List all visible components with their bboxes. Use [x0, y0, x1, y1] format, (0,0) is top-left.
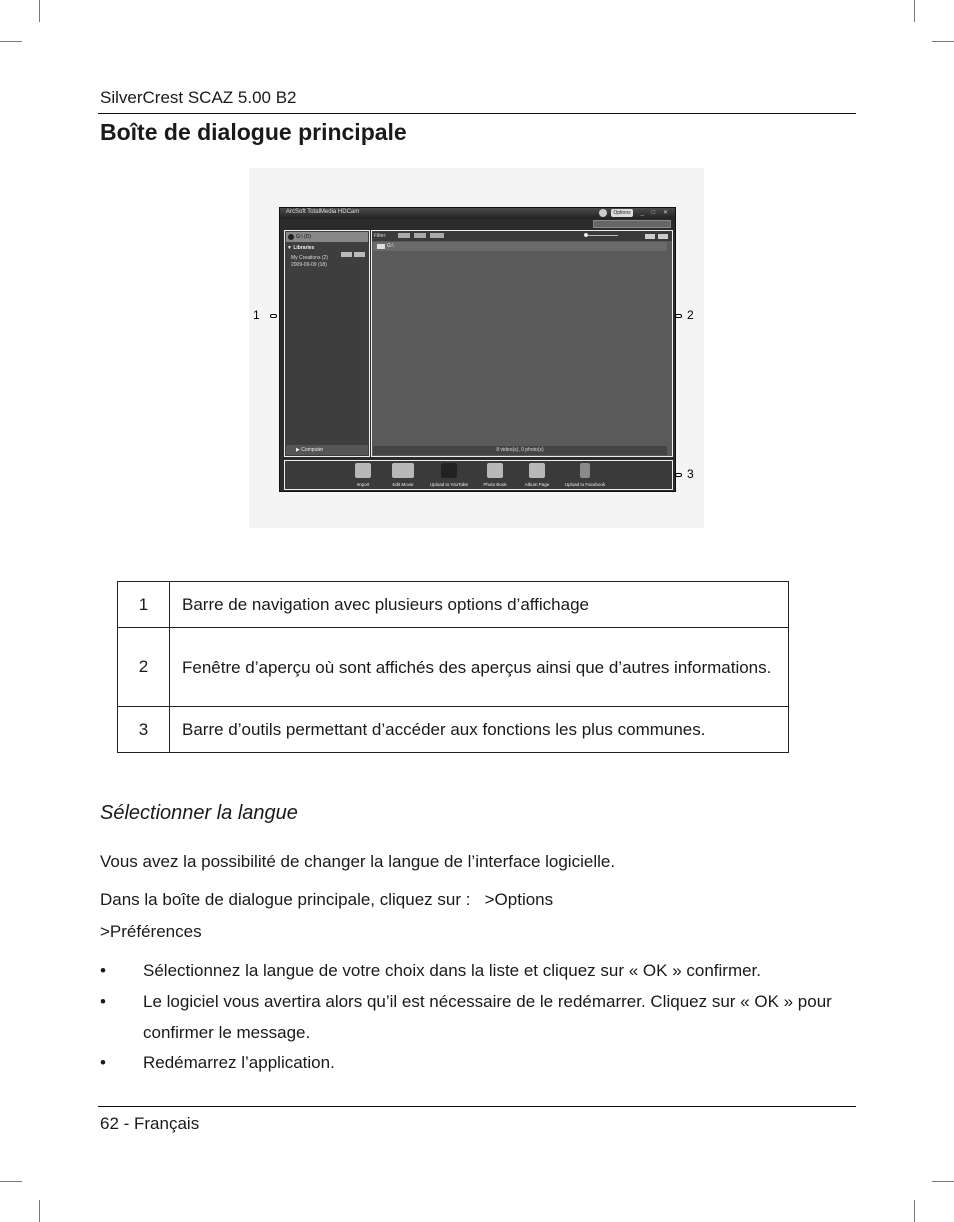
help-icon	[599, 209, 607, 217]
album-page-icon	[529, 463, 545, 478]
import-icon	[355, 463, 371, 478]
language-heading: Sélectionner la langue	[100, 802, 298, 824]
tool-youtube	[427, 463, 471, 487]
legend-number: 2	[118, 628, 170, 707]
crop-mark	[39, 0, 40, 22]
language-intro: Vous avez la possibilité de changer la langue de l’interface logicielle.	[100, 852, 616, 871]
preview-path: G:\	[387, 243, 394, 249]
navigation-panel	[284, 230, 370, 457]
tool-label: Import	[356, 482, 370, 487]
zoom-slider	[586, 235, 618, 236]
nav-drive-bar	[286, 232, 368, 242]
bullet-item	[100, 1047, 858, 1078]
computer-label: Computer	[301, 447, 324, 453]
crop-mark	[932, 1181, 954, 1182]
nav-computer-bar: ▶ Computer	[286, 445, 368, 455]
folder-icon	[377, 244, 385, 249]
callout-1-marker	[270, 314, 277, 318]
tool-edit-movie	[381, 463, 425, 487]
bullet-text: Le logiciel vous avertira alors qu’il est nécessaire de le redémarrer. Cliquez sur « OK » pour confirmer le message.	[143, 992, 832, 1042]
app-title: ArcSoft TotalMedia HDCam	[286, 209, 360, 215]
preview-window	[371, 230, 673, 457]
crop-mark	[39, 1200, 40, 1222]
crop-mark	[0, 1181, 22, 1182]
page-footer: 62 - Français	[100, 1114, 200, 1133]
filter-label: Filter:	[374, 233, 387, 239]
legend-description: Barre d’outils permettant d’accéder aux fonctions les plus communes.	[170, 707, 789, 753]
search-field	[593, 220, 671, 228]
legend-table	[117, 581, 789, 753]
preview-toolbar	[372, 231, 672, 241]
tool-label: Edit Movie	[392, 482, 414, 487]
crop-mark	[914, 1200, 915, 1222]
instruction-line-1: Dans la boîte de dialogue principale, cliquez sur : >Options	[100, 890, 554, 909]
library-view-buttons	[339, 244, 365, 250]
nav-drive-label: G:\ (D)	[296, 234, 311, 240]
filter-date-button	[430, 233, 444, 238]
tool-label: Upload to YouTube	[429, 482, 469, 487]
bullet-text: Redémarrez l’application.	[143, 1053, 335, 1072]
crop-mark	[932, 41, 954, 42]
bullet-mark: •	[100, 992, 106, 1011]
legend-number: 1	[118, 582, 170, 628]
section-title: Boîte de dialogue principale	[100, 119, 407, 145]
youtube-icon	[441, 463, 457, 478]
app-titlebar	[280, 208, 675, 219]
callout-2-marker	[675, 314, 682, 318]
legend-description: Barre de navigation avec plusieurs options d’affichage	[170, 582, 789, 628]
drive-icon	[288, 234, 294, 240]
list-view-icon	[341, 252, 352, 257]
callout-3-label: 3	[687, 467, 694, 481]
nav-libraries-heading: ▼ Libraries	[287, 245, 315, 251]
detail-view-icon	[658, 234, 668, 239]
running-header: SilverCrest SCAZ 5.00 B2	[100, 88, 297, 107]
bullet-text: Sélectionnez la langue de votre choix dans la liste et cliquez sur « OK » confirmer.	[143, 961, 762, 980]
footer-rule	[98, 1106, 856, 1107]
tool-import	[341, 463, 385, 487]
filter-photo-button	[414, 233, 426, 238]
filter-video-button	[398, 233, 410, 238]
bullet-mark: •	[100, 961, 106, 980]
nav-item-creations: My Creations (2)	[291, 255, 328, 261]
bullet-item	[100, 986, 858, 1048]
options-button: Options	[611, 209, 633, 217]
bullet-item	[100, 955, 858, 986]
callout-3-marker	[675, 473, 682, 477]
app-screenshot	[279, 207, 676, 492]
table-row	[118, 582, 789, 628]
zoom-slider-knob	[584, 233, 588, 237]
tool-facebook	[563, 463, 607, 487]
main-toolbar	[284, 460, 673, 490]
crop-mark	[914, 0, 915, 22]
table-row	[118, 707, 789, 753]
bullet-mark: •	[100, 1053, 106, 1072]
legend-number: 3	[118, 707, 170, 753]
thumbnail-view-icon	[645, 234, 655, 239]
header-rule	[98, 113, 856, 114]
window-controls: _ □ ✕	[640, 210, 671, 216]
crop-mark	[0, 41, 22, 42]
tool-photo-book	[473, 463, 517, 487]
tool-label: Photo Book	[483, 482, 507, 487]
tool-album-page	[515, 463, 559, 487]
preview-path-bar	[373, 242, 667, 251]
photo-book-icon	[487, 463, 503, 478]
grid-view-icon	[354, 252, 365, 257]
instruction-line-2: >Préférences	[100, 922, 202, 941]
edit-movie-icon	[392, 463, 414, 478]
preview-status-bar: 8 video(s), 0 photo(s)	[373, 446, 667, 455]
tool-label: Album Page	[524, 482, 550, 487]
facebook-icon	[580, 463, 590, 478]
legend-description: Fenêtre d’aperçu où sont affichés des aperçus ainsi que d’autres informations.	[170, 628, 789, 707]
callout-1-label: 1	[253, 308, 260, 322]
libraries-label: Libraries	[293, 245, 315, 251]
table-row	[118, 628, 789, 707]
callout-2-label: 2	[687, 308, 694, 322]
nav-item-date: 2009-09-09 (18)	[291, 262, 327, 268]
tool-label: Upload to Facebook	[564, 482, 606, 487]
